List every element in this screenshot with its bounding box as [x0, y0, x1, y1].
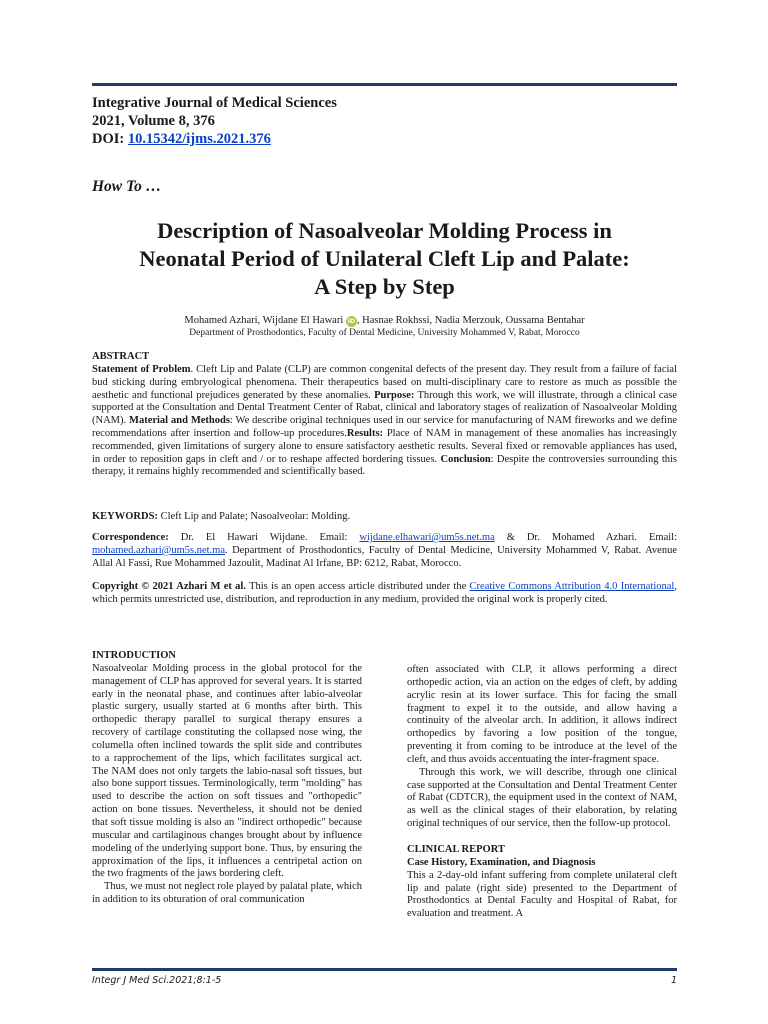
correspondence-label: Correspondence: [92, 532, 169, 543]
abstract-results-label: Results: [346, 427, 384, 439]
abstract-statement-text: . Cleft Lip and Palate (CLP) are common congenital defects of the present day. They result from a failure of facial bud sticking during embryological phenomena. Their therapeutics based on multi-disciplinary care to restore as much as possible the aesthetic and functional prejudices generated by these anomalies. [92, 364, 677, 401]
email-link-2[interactable]: mohamed.azhari@um5s.net.ma [92, 544, 226, 556]
author-list [92, 315, 677, 327]
title-line-2: Neonatal Period of Unilateral Cleft Lip and Palate: [139, 246, 630, 271]
intro-paragraph-1: Nasoalveolar Molding process in the global protocol for the management of CLP has approved for several years. It is started early in the neonatal phase, and continues after labio-alveolar plastic surgery, usually started at 6 months after birth. This orthopedic therapy parallel to surgical therapy ensures a recovery of cartilage constituting the collapsed nose wing, the columella often inclined towards the split side and contributes to a rapprochement of the lips, which facilitates surgical act. The NAM does not only targets the labio-nasal soft tissues, but also bone support tissues. Terminologically, term "molding" has used to describe the action on soft tissues and "orthopedic" action on bone tissues. Nevertheless, it should not be denied that soft tissue molding is also an "indirect orthopedic" because muscular and cartilaginous changes brought about by influence modeling of the underlying support bone. Thus, by ensuring the approximation of the lips, it influences a centripetal action on the two fragments of the jaws bordering cleft. [92, 662, 362, 880]
abstract-statement-label: Statement of Problem [92, 364, 191, 375]
correspondence-text-3: . Department of Prosthodontics, Faculty of Dental Medicine, University Mohammed V, Rabat. Avenue Allal Al Fassi, Rue Mohammed Jazoulit, Madinat Al Irfane, BP: 6212, Rabat, Morocco. [92, 544, 677, 569]
title-line-1: Description of Nasoalveolar Molding Process in [157, 218, 612, 243]
keywords-label: KEYWORDS: [92, 511, 158, 522]
journal-name: Integrative Journal of Medical Sciences [92, 95, 337, 111]
authors-part-2: , Hasnae Rokhssi, Nadia Merzouk, Oussama Bentahar [356, 315, 585, 326]
case-history-heading: Case History, Examination, and Diagnosis [407, 856, 596, 868]
keywords-text: Cleft Lip and Palate; Nasoalveolar: Molding. [157, 511, 351, 522]
keywords [92, 511, 677, 524]
affiliation: Department of Prosthodontics, Faculty of Dental Medicine, University Mohammed V, Rabat, Morocco [189, 328, 580, 338]
doi-line [92, 130, 337, 148]
copyright-text-1: This is an open access article distributed under the [245, 581, 470, 592]
license-link[interactable]: Creative Commons Attribution 4.0 International [469, 581, 675, 592]
abstract-methods-text: : We describe original techniques used in our service for manufacturing of NAM fireworks and we define recommendations after insertion and follow-up procedures. [92, 415, 678, 439]
orcid-icon[interactable]: iD [347, 317, 356, 325]
page-footer [92, 975, 677, 986]
footer-citation: Integr J Med Sci.2021;8:1-5 [92, 975, 222, 986]
copyright-label: Copyright © 2021 Azhari M et al. [92, 581, 246, 592]
doi-link[interactable]: 10.15342/ijms.2021.376 [127, 131, 271, 147]
abstract-body [92, 364, 677, 479]
abstract-heading: ABSTRACT [92, 351, 150, 362]
correspondence-text-2: & Dr. Mohamed Azhari. Email: [494, 532, 677, 543]
abstract-conclusion-text: : Despite the controversies surrounding this therapy, it remains highly recommended and scientifically based. [92, 453, 677, 478]
body-column-left [92, 650, 362, 907]
journal-header [92, 94, 337, 148]
journal-volume: 2021, Volume 8, 376 [92, 113, 215, 129]
abstract-methods-label: Material and Methods [129, 415, 230, 427]
col2-paragraph-2: Through this work, we will describe, through one clinical case supported at the Consultation and Dental Treatment Center of Rabat (CDTCR), the equipment used in the context of NAM, as well as the clinical stages of their elaboration, by relating original techniques of our service, then the follow-up protocol. [407, 766, 677, 830]
header-rule [92, 83, 677, 86]
abstract-purpose-text: Through this work, we will illustrate, through a clinical case supported at the Consultation and Dental Treatment Center of Rabat, clinical and laboratory stages of realization of Nasoalveolar Molding (NAM). [92, 389, 677, 427]
abstract-results-text: Place of NAM in management of these anomalies has increasingly recommended, given limitations of surgery alone to ensure satisfactory aesthetic results. Several fixed or removable appliances has used, in order to reposition gaps in cleft and / or to reshape affected bordering tissues. [92, 427, 677, 465]
section-label: How To … [92, 178, 162, 195]
title-line-3: A Step by Step [314, 274, 455, 299]
copyright-text-2: , which permits unrestricted use, distribution, and reproduction in any medium, provided the original work is properly cited. [92, 581, 677, 605]
correspondence [92, 532, 677, 570]
email-link-1[interactable]: wijdane.elhawari@um5s.net.ma [359, 532, 495, 543]
intro-heading: INTRODUCTION [92, 650, 177, 661]
abstract-purpose-label: Purpose: [374, 389, 415, 401]
abstract-conclusion-label: Conclusion [440, 453, 491, 465]
footer-rule [92, 968, 677, 971]
article-title [92, 217, 677, 301]
intro-paragraph-2: Thus, we must not neglect role played by palatal plate, which in addition to its obturation of oral communication [92, 881, 362, 906]
body-column-right [407, 664, 677, 921]
authors-part-1: Mohamed Azhari, Wijdane El Hawari [184, 315, 344, 326]
correspondence-text-1: Dr. El Hawari Wijdane. Email: [168, 532, 360, 543]
col2-paragraph-1: often associated with CLP, it allows performing a direct orthopedic action, via an action on the edges of cleft, by adding acrylic resin at its lower surface. This for facing the small fragment to expel it to the outside, and allow having a continuity of the alveolar arch. In addition, it allows indirect orthopedics by favoring a low position of the tongue, preventing it from coming to be introduce at the level of the cleft, and thus avoids accentuating the inter-fragment space. [407, 664, 677, 765]
copyright [92, 581, 677, 607]
case-paragraph-1: This a 2-day-old infant suffering from complete unilateral cleft lip and palate (right side) presented to the Department of Prosthodontics at Dental Faculty and Hospital of Rabat, for evaluation and treatment. A [407, 869, 677, 920]
clinical-report-heading: CLINICAL REPORT [407, 843, 505, 855]
doi-label: DOI: [92, 131, 125, 147]
page-number: 1 [670, 975, 677, 986]
